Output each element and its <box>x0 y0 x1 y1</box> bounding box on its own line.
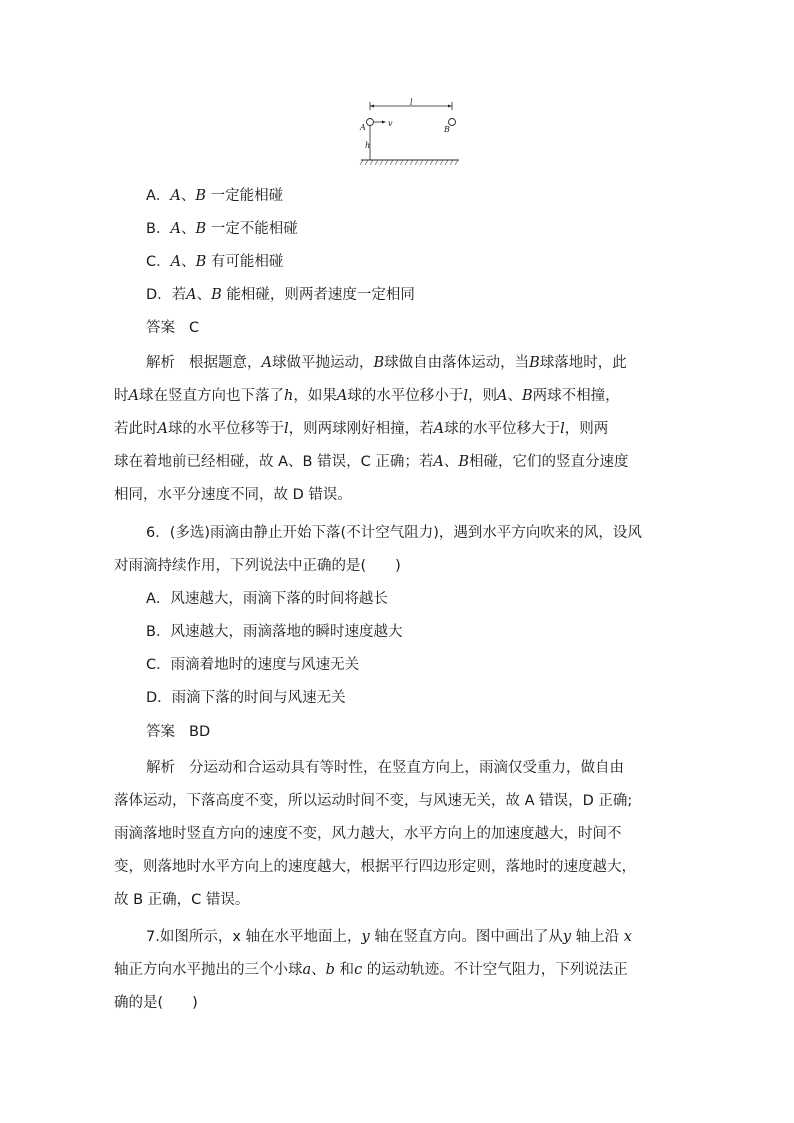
q5-analysis-line-3 <box>114 419 608 439</box>
q6-option-d: D．雨滴下落的时间与风速无关 <box>146 690 346 706</box>
var-a: A <box>128 388 139 404</box>
text: 的运动轨迹。不计空气阻力，下列说法正 <box>362 962 628 978</box>
q7-stem-line-1 <box>146 927 632 947</box>
answer-value: BD <box>189 724 211 740</box>
answer-label: 答案 <box>146 724 175 740</box>
text: ，则 <box>467 388 497 404</box>
var-b: b <box>325 962 335 978</box>
var-h: h <box>283 388 294 404</box>
separator: 、 <box>196 287 212 303</box>
text: 时 <box>114 388 129 404</box>
text: 若此时 <box>114 421 158 437</box>
text: ，则两 <box>564 421 609 437</box>
var-a: A <box>170 188 181 204</box>
velocity-arrowhead <box>382 121 386 124</box>
q6-analysis-line-2: 落体运动，下落高度不变，所以运动时间不变，与风速无关，故 A 错误，D 正确; <box>114 793 633 809</box>
var-a: A <box>186 287 197 303</box>
q5-option-b <box>146 219 298 239</box>
text: 球做平抛运动， <box>271 355 374 371</box>
text: 球落地时，此 <box>539 355 627 371</box>
q6-analysis-line-4: 变，则落地时水平方向上的速度越大，根据平行四边形定则，落地时的速度越大， <box>114 859 636 875</box>
text: 和 <box>334 962 355 978</box>
q6-stem-line-2: 对雨滴持续作用，下列说法中正确的是( ) <box>114 558 401 574</box>
separator: 、 <box>181 254 196 270</box>
text: 根据题意， <box>189 355 262 371</box>
text: 球的水平位移大于 <box>444 421 561 437</box>
q7-stem-line-2 <box>114 960 628 980</box>
var-b: B <box>211 287 222 303</box>
var-a: A <box>433 454 444 470</box>
q6-option-a: A．风速越大，雨滴下落的时间将越长 <box>146 591 388 607</box>
var-b: B <box>521 388 533 404</box>
distance-arrow-right <box>448 105 452 108</box>
q6-analysis-line-5: 故 B 正确，C 错误。 <box>114 892 250 908</box>
option-prefix: B． <box>146 221 171 237</box>
var-a: A <box>496 388 508 404</box>
text: ，则两球刚好相撞，若 <box>288 421 434 437</box>
var-a: a <box>302 962 312 978</box>
var-l: l <box>463 388 468 404</box>
q5-analysis-line-4 <box>114 452 628 472</box>
q6-analysis-line-1 <box>146 758 624 778</box>
q6-stem-line-1: 6．(多选)雨滴由静止开始下落(不计空气阻力)，遇到水平方向吹来的风，设风 <box>146 525 642 541</box>
separator: 、 <box>180 188 196 204</box>
text: 球在着地前已经相碰，故 A、B 错误，C 正确；若 <box>114 454 434 470</box>
q6-option-c: C．雨滴着地时的速度与风速无关 <box>146 657 360 673</box>
text: 球在竖直方向也下落了 <box>138 388 284 404</box>
label-l: l <box>410 98 413 107</box>
distance-arrow-left <box>370 105 374 108</box>
var-b: B <box>529 355 540 371</box>
text: 相碰，它们的竖直分速度 <box>468 454 629 470</box>
text: 7.如图所示，x 轴在水平地面上， <box>146 929 362 945</box>
var-a: A <box>336 388 348 404</box>
text: 、 <box>311 962 326 978</box>
text: 球的水平位移等于 <box>167 421 284 437</box>
q5-option-d <box>146 285 415 305</box>
label-h: h <box>365 141 371 150</box>
var-b: B <box>373 355 385 371</box>
q5-analysis-line-1 <box>146 353 627 373</box>
var-a: A <box>261 355 272 371</box>
option-text: 一定能相碰 <box>210 188 284 204</box>
option-text: 一定不能相碰 <box>210 221 298 237</box>
analysis-label: 解析 <box>146 355 175 371</box>
var-l: l <box>283 421 289 437</box>
option-text: 能相碰，则两者速度一定相同 <box>226 287 415 303</box>
q6-answer <box>146 722 210 742</box>
var-b: B <box>458 454 469 470</box>
text: 分运动和合运动具有等时性，在竖直方向上，雨滴仅受重力，做自由 <box>189 760 624 776</box>
q6-analysis-line-3: 雨滴落地时竖直方向的速度不变，风力越大，水平方向上的加速度越大，时间不 <box>114 826 622 842</box>
q5-option-a <box>146 186 283 206</box>
text: 轴在竖直方向。图中画出了从 <box>369 929 563 945</box>
text: 两球不相撞， <box>532 388 620 404</box>
var-l: l <box>560 421 565 437</box>
text: 球的水平位移小于 <box>347 388 464 404</box>
var-c: c <box>354 962 363 978</box>
q7-stem-line-3: 确的是( ) <box>114 995 198 1011</box>
text: ，如果 <box>293 388 337 404</box>
physics-figure <box>355 98 465 170</box>
option-prefix: D．若 <box>146 287 187 303</box>
label-a: A <box>360 123 366 132</box>
q5-answer <box>146 318 199 338</box>
separator: 、 <box>180 221 196 237</box>
ball-a <box>367 119 374 126</box>
q5-analysis-line-2 <box>114 386 620 406</box>
text: 球做自由落体运动，当 <box>384 355 530 371</box>
label-v: v <box>388 119 393 128</box>
var-a: A <box>157 421 168 437</box>
answer-value: C <box>189 320 200 336</box>
answer-label: 答案 <box>146 320 175 336</box>
option-text: 有可能相碰 <box>210 254 284 270</box>
label-b: B <box>444 125 450 134</box>
var-y: y <box>361 929 370 945</box>
analysis-label: 解析 <box>146 760 175 776</box>
var-b: B <box>195 221 207 237</box>
var-y: y <box>562 929 572 945</box>
var-b: B <box>195 188 207 204</box>
var-x: x <box>623 929 632 945</box>
projectile-diagram <box>355 98 465 170</box>
text: 、 <box>443 454 459 470</box>
text: 轴正方向水平抛出的三个小球 <box>114 962 303 978</box>
q5-option-c <box>146 252 283 272</box>
var-a: A <box>170 221 181 237</box>
var-b: B <box>195 254 207 270</box>
ground-hatching <box>360 160 458 165</box>
option-prefix: A． <box>146 188 171 204</box>
q5-analysis-line-5: 相同，水平分速度不同，故 D 错误。 <box>114 487 352 503</box>
text: 、 <box>507 388 522 404</box>
var-a: A <box>433 421 445 437</box>
text: 轴上沿 <box>571 929 624 945</box>
var-a: A <box>170 254 182 270</box>
q6-option-b: B．风速越大，雨滴落地的瞬时速度越大 <box>146 624 403 640</box>
option-prefix: C． <box>146 254 171 270</box>
